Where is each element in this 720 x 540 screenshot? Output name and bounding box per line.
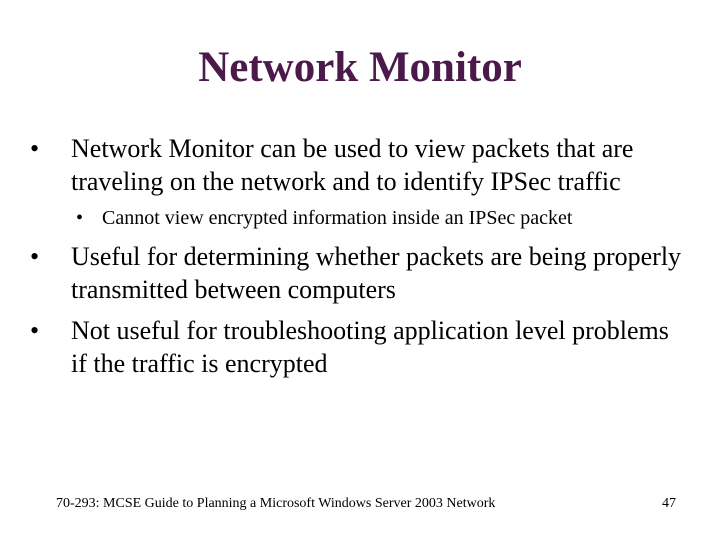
slide-title: Network Monitor xyxy=(198,44,522,91)
bullet-marker: • xyxy=(30,242,40,271)
subbullet-text: Cannot view encrypted information inside an IPSec packet xyxy=(102,207,573,229)
bullet-text: Network Monitor can be used to view packets that are traveling on the network and to identify IPSec traffic xyxy=(71,134,634,196)
bullet-text: Useful for determining whether packets are being properly transmitted between computers xyxy=(71,242,682,304)
bullet-item xyxy=(30,132,690,198)
page-number: 47 xyxy=(662,496,676,511)
bullet-item xyxy=(30,240,690,306)
subbullet-item xyxy=(76,204,696,232)
subbullet-marker: • xyxy=(76,207,84,229)
bullet-marker: • xyxy=(30,134,40,163)
slide-footer: 70-293: MCSE Guide to Planning a Microsoft Windows Server 2003 Network xyxy=(56,496,496,511)
bullet-item xyxy=(30,314,690,380)
bullet-marker: • xyxy=(30,316,40,345)
bullet-text: Not useful for troubleshooting application level problems if the traffic is encrypted xyxy=(71,316,669,378)
